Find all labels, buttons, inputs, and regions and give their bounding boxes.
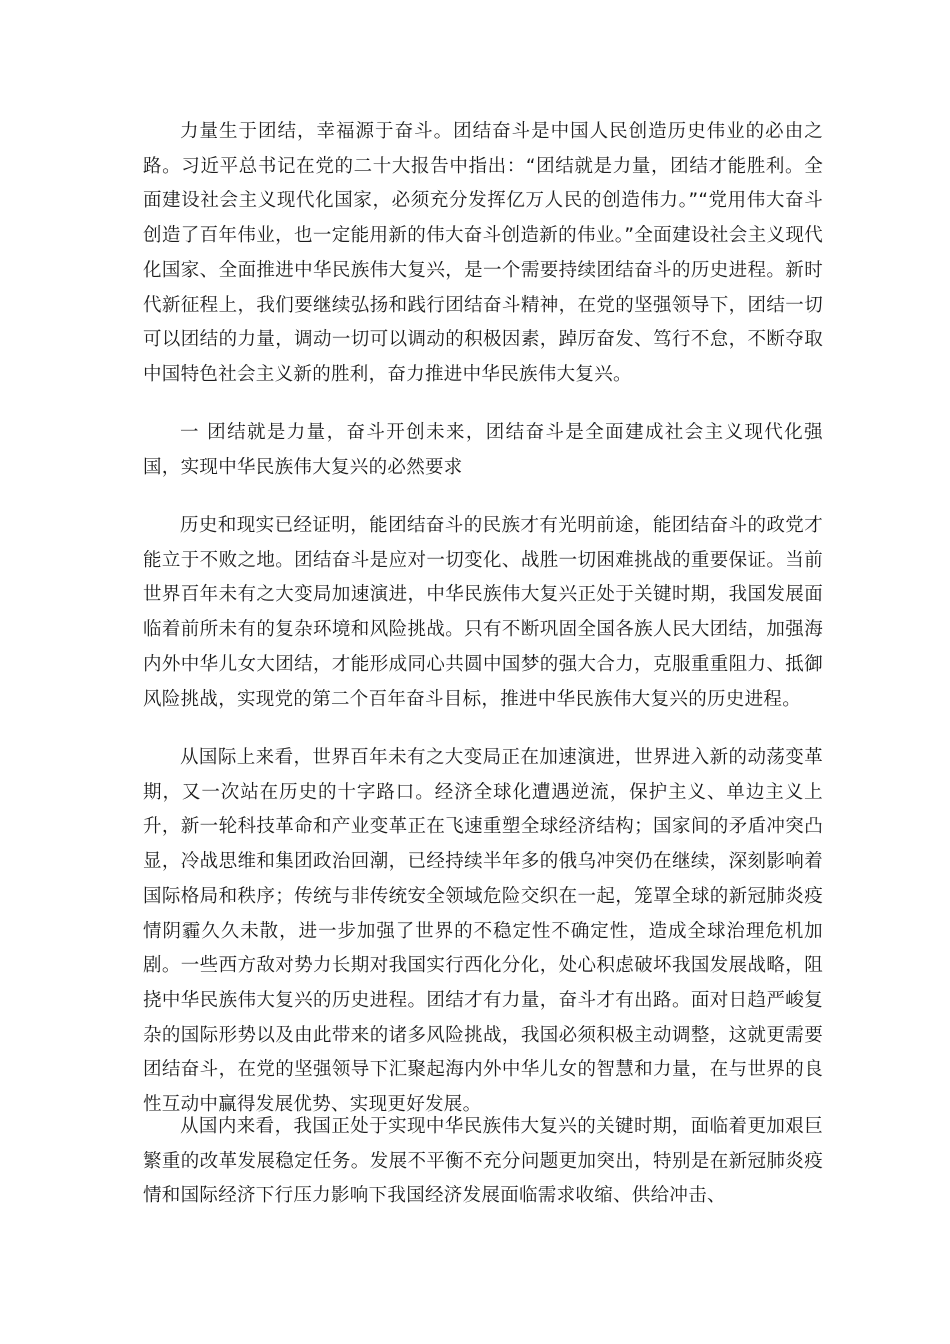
body-paragraph-domestic: 从国内来看，我国正处于实现中华民族伟大复兴的关键时期，面临着更加艰巨繁重的改革发展稳定任务。发展不平衡不充分问题更加突出，特别是在新冠肺炎疫情和国际经济下行压力影响下我国经济发展面临需求收缩、供给冲击、 <box>143 1116 823 1207</box>
body-paragraph-history: 历史和现实已经证明，能团结奋斗的民族才有光明前途，能团结奋斗的政党才能立于不败之地。团结奋斗是应对一切变化、战胜一切困难挑战的重要保证。当前世界百年未有之大变局加速演进，中华民族伟大复兴正处于关键时期，我国发展面临着前所未有的复杂环境和风险挑战。只有不断巩固全国各族人民大团结，加强海内外中华儿女大团结，才能形成同心共圆中国梦的强大合力，克服重重阻力、抵御风险挑战，实现党的第二个百年奋斗目标，推进中华民族伟大复兴的历史进程。 <box>143 515 823 710</box>
body-paragraph-international: 从国际上来看，世界百年未有之大变局正在加速演进，世界进入新的动荡变革期，又一次站在历史的十字路口。经济全球化遭遇逆流，保护主义、单边主义上升，新一轮科技革命和产业变革正在飞速重塑全球经济结构；国家间的矛盾冲突凸显，冷战思维和集团政治回潮，已经持续半年多的俄乌冲突仍在继续，深刻影响着国际格局和秩序；传统与非传统安全领域危险交织在一起，笼罩全球的新冠肺炎疫情阴霾久久未散，进一步加强了世界的不稳定性不确定性，造成全球治理危机加剧。一些西方敌对势力长期对我国实行西化分化，处心积虑破坏我国发展战略，阻挠中华民族伟大复兴的历史进程。团结才有力量，奋斗才有出路。面对日趋严峻复杂的国际形势以及由此带来的诸多风险挑战，我国必须积极主动调整，这就更需要团结奋斗，在党的坚强领导下汇聚起海内外中华儿女的智慧和力量，在与世界的良性互动中赢得发展优势、实现更好发展。 <box>143 747 823 1116</box>
section-heading: 一 团结就是力量，奋斗开创未来，团结奋斗是全面建成社会主义现代化强国，实现中华民族伟大复兴的必然要求 <box>143 422 823 478</box>
intro-paragraph: 力量生于团结，幸福源于奋斗。团结奋斗是中国人民创造历史伟业的必由之路。习近平总书记在党的二十大报告中指出：“团结就是力量，团结才能胜利。全面建设社会主义现代化国家，必须充分发挥亿万人民的创造伟力。”“党用伟大奋斗创造了百年伟业，也一定能用新的伟大奋斗创造新的伟业。”全面建设社会主义现代化国家、全面推进中华民族伟大复兴，是一个需要持续团结奋斗的历史进程。新时代新征程上，我们要继续弘扬和践行团结奋斗精神，在党的坚强领导下，团结一切可以团结的力量，调动一切可以调动的积极因素，踔厉奋发、笃行不怠，不断夺取中国特色社会主义新的胜利，奋力推进中华民族伟大复兴。 <box>143 121 823 385</box>
